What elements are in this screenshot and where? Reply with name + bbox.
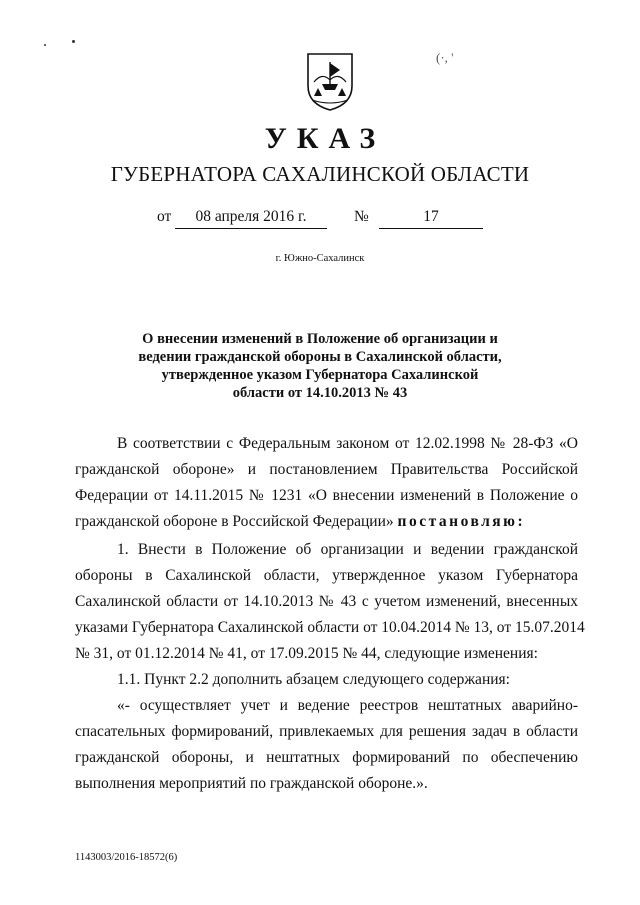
text-line: выполнения мероприятий по гражданской обороне.». (75, 775, 428, 792)
document-subtitle: ГУБЕРНАТОРА САХАЛИНСКОЙ ОБЛАСТИ (110, 162, 530, 186)
text-line: гражданской обороны, и нештатных формирований по обеспечению (75, 749, 578, 766)
city-line: г. Южно-Сахалинск (275, 253, 365, 264)
text-line: обороны в Сахалинской области, утвержденное указом Губернатора (75, 567, 578, 584)
text-line: 1. Внести в Положение об организации и ведении гражданской (117, 541, 578, 558)
document-footer-code: 1143003/2016-18572(6) (75, 852, 178, 863)
paragraph-quote (75, 693, 578, 797)
text-line: 1.1. Пункт 2.2 дополнить абзацем следующего содержания: (117, 671, 510, 688)
heading-line: О внесении изменений в Положение об организации и (142, 331, 498, 347)
text-line: «- осуществляет учет и ведение реестров нештатных аварийно- (117, 697, 578, 714)
text-line: № 31, от 01.12.2014 № 41, от 17.09.2015 № 44, следующие изменения: (75, 645, 538, 662)
decree-word: постановляю: (397, 513, 526, 530)
text-line (75, 509, 578, 535)
date-field: 08 апреля 2016 г. (175, 208, 327, 229)
document-heading (110, 330, 530, 402)
number-label: № (354, 208, 369, 225)
date-label: от (157, 208, 172, 225)
heading-line: области от 14.10.2013 № 43 (232, 385, 408, 401)
heading-line: утвержденное указом Губернатора Сахалинской (161, 367, 479, 383)
text-fragment: гражданской обороне в Российской Федерации» (75, 513, 394, 530)
text-line: В соответствии с Федеральным законом от 12.02.1998 № 28-ФЗ «О (117, 435, 578, 452)
text-line: гражданской обороне» и постановлением Правительства Российской (75, 461, 578, 478)
paragraph-item-1-1 (75, 667, 578, 693)
scan-corner-mark: (·, ' (436, 50, 454, 65)
scan-speck (72, 40, 75, 43)
number-field: 17 (379, 208, 483, 229)
text-line: Федерации от 14.11.2015 № 1231 «О внесении изменений в Положение о (75, 487, 578, 504)
text-line: спасательных формирований, привлекаемых для решения задач в области (75, 723, 578, 740)
scan-speck (44, 44, 46, 46)
paragraph-item-1 (75, 537, 585, 667)
text-line: указами Губернатора Сахалинской области от 10.04.2014 № 13, от 15.07.2014 (75, 619, 585, 636)
coat-of-arms-icon (300, 50, 360, 112)
paragraph-preamble (75, 431, 578, 535)
text-line: Сахалинской области от 14.10.2013 № 43 с учетом изменений, внесенных (75, 593, 578, 610)
heading-line: ведении гражданской обороны в Сахалинской области, (138, 349, 502, 365)
document-title: УКАЗ (264, 122, 386, 155)
